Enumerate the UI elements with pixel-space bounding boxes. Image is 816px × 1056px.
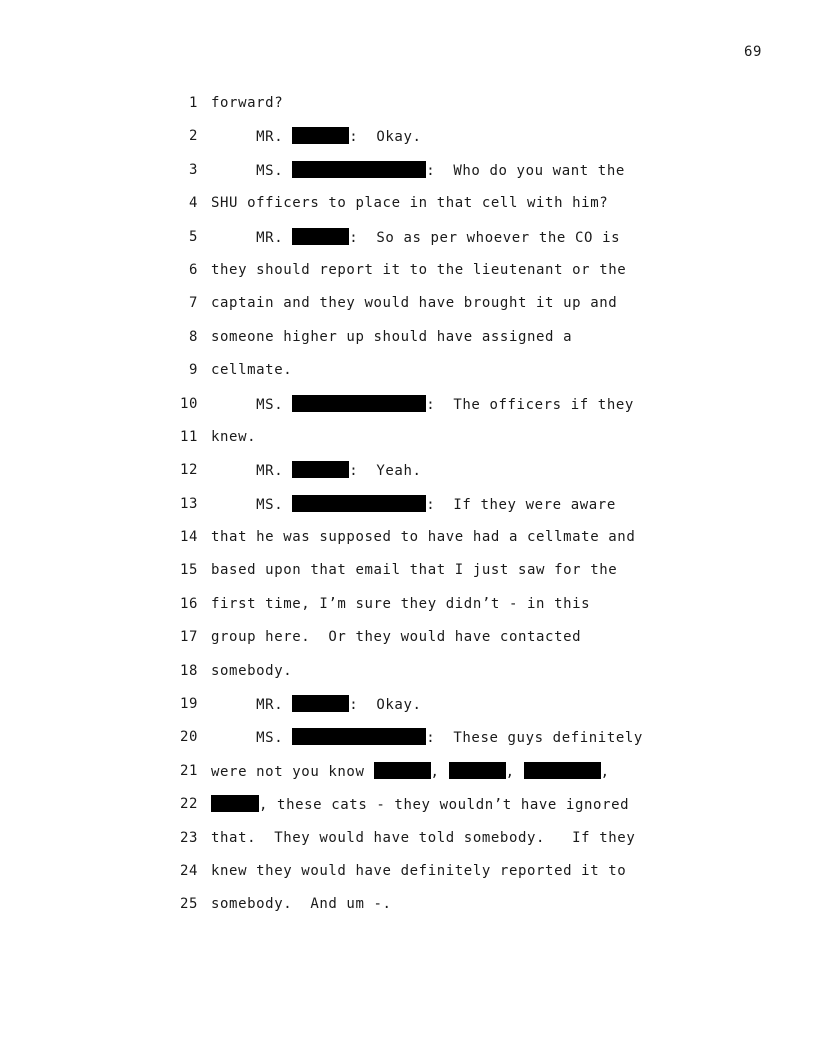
redaction-box xyxy=(292,495,426,512)
line-text xyxy=(211,795,629,814)
transcript-line xyxy=(0,762,816,795)
transcript-line xyxy=(0,161,816,194)
line-text-continued: , these cats - they wouldn’t have ignored xyxy=(259,797,630,814)
line-text-continued: : Yeah. xyxy=(349,463,422,480)
line-text: captain and they would have brought it up and xyxy=(211,295,618,312)
redaction-box xyxy=(292,728,426,745)
line-text: based upon that email that I just saw for the xyxy=(211,562,618,579)
transcript-line xyxy=(0,94,816,127)
redaction-box xyxy=(524,762,601,779)
separator: , xyxy=(430,763,449,780)
line-number: 21 xyxy=(179,762,198,779)
line-text xyxy=(211,728,643,747)
transcript-line xyxy=(0,228,816,261)
line-number: 6 xyxy=(188,261,198,278)
line-number: 22 xyxy=(179,796,198,813)
redaction-box xyxy=(292,395,426,412)
transcript-line xyxy=(0,194,816,227)
page-number: 69 xyxy=(743,44,762,60)
line-number: 5 xyxy=(188,228,198,245)
line-text xyxy=(211,495,616,514)
transcript-line xyxy=(0,261,816,294)
line-text-start: were not you know xyxy=(211,763,374,780)
line-text-continued: : Okay. xyxy=(349,129,422,146)
line-text-continued: : The officers if they xyxy=(426,396,634,413)
line-text: cellmate. xyxy=(211,362,293,379)
line-text: first time, I’m sure they didn’t - in this xyxy=(211,595,591,612)
line-number: 10 xyxy=(179,395,198,412)
transcript-line xyxy=(0,662,816,695)
transcript-line xyxy=(0,428,816,461)
line-text xyxy=(211,127,422,146)
speaker-title: MR. xyxy=(211,129,293,146)
transcript-line xyxy=(0,528,816,561)
redaction-box xyxy=(211,795,259,812)
transcript-line xyxy=(0,628,816,661)
line-text-continued: : These guys definitely xyxy=(426,730,643,747)
transcript-line xyxy=(0,595,816,628)
redaction-box xyxy=(292,127,349,144)
line-number: 2 xyxy=(188,128,198,145)
redaction-box xyxy=(292,461,349,478)
line-number: 18 xyxy=(179,662,198,679)
redaction-box xyxy=(292,228,349,245)
speaker-title: MR. xyxy=(211,697,293,714)
speaker-title: MR. xyxy=(211,229,293,246)
line-number: 8 xyxy=(188,328,198,345)
line-number: 20 xyxy=(179,729,198,746)
transcript-line xyxy=(0,795,816,828)
line-text: that. They would have told somebody. If they xyxy=(211,829,636,846)
line-text: somebody. And um -. xyxy=(211,896,392,913)
line-number: 23 xyxy=(179,829,198,846)
speaker-title: MS. xyxy=(211,396,293,413)
line-text-continued: : So as per whoever the CO is xyxy=(349,229,621,246)
redaction-box xyxy=(374,762,431,779)
line-text: they should report it to the lieutenant or the xyxy=(211,261,627,278)
line-number: 19 xyxy=(179,696,198,713)
line-text: forward? xyxy=(211,95,284,111)
line-text-continued: : Okay. xyxy=(349,697,422,714)
transcript-line xyxy=(0,294,816,327)
line-text-continued: : If they were aware xyxy=(426,496,616,513)
line-number: 15 xyxy=(179,562,198,579)
speaker-title: MS. xyxy=(211,162,293,179)
line-number: 17 xyxy=(179,629,198,646)
line-text: somebody. xyxy=(211,662,293,679)
separator: , xyxy=(505,763,524,780)
line-number: 7 xyxy=(188,295,198,312)
redaction-box xyxy=(449,762,506,779)
transcript-line xyxy=(0,495,816,528)
line-text xyxy=(211,762,610,781)
transcript-line xyxy=(0,395,816,428)
line-text: knew they would have definitely reported it to xyxy=(211,862,627,879)
line-number: 16 xyxy=(179,595,198,612)
line-number: 3 xyxy=(188,161,198,178)
line-text xyxy=(211,228,620,247)
redaction-box xyxy=(292,695,349,712)
line-number: 12 xyxy=(179,462,198,479)
line-text: SHU officers to place in that cell with him? xyxy=(211,195,609,212)
line-number: 4 xyxy=(188,195,198,212)
transcript-line xyxy=(0,895,816,928)
transcript-line xyxy=(0,728,816,761)
line-number: 14 xyxy=(179,529,198,546)
line-text: knew. xyxy=(211,428,257,445)
line-text xyxy=(211,461,422,480)
transcript-line xyxy=(0,361,816,394)
line-text xyxy=(211,395,634,414)
line-text: that he was supposed to have had a cellmate and xyxy=(211,529,636,546)
redaction-box xyxy=(292,161,426,178)
transcript-line xyxy=(0,829,816,862)
line-text xyxy=(211,161,625,180)
speaker-title: MS. xyxy=(211,496,293,513)
speaker-title: MR. xyxy=(211,463,293,480)
line-text xyxy=(211,695,422,714)
line-number: 1 xyxy=(188,95,198,111)
line-text: someone higher up should have assigned a xyxy=(211,328,573,345)
line-number: 11 xyxy=(179,428,198,445)
transcript-line xyxy=(0,862,816,895)
line-number: 9 xyxy=(188,362,198,379)
line-number: 25 xyxy=(179,896,198,913)
line-text: group here. Or they would have contacted xyxy=(211,629,582,646)
transcript-line xyxy=(0,328,816,361)
line-text-continued: : Who do you want the xyxy=(426,162,625,179)
transcript-line xyxy=(0,127,816,160)
transcript-body xyxy=(0,94,816,929)
line-number: 13 xyxy=(179,495,198,512)
transcript-line xyxy=(0,561,816,594)
speaker-title: MS. xyxy=(211,730,293,747)
line-number: 24 xyxy=(179,862,198,879)
line-text-continued: , xyxy=(600,763,610,780)
transcript-line xyxy=(0,461,816,494)
transcript-line xyxy=(0,695,816,728)
